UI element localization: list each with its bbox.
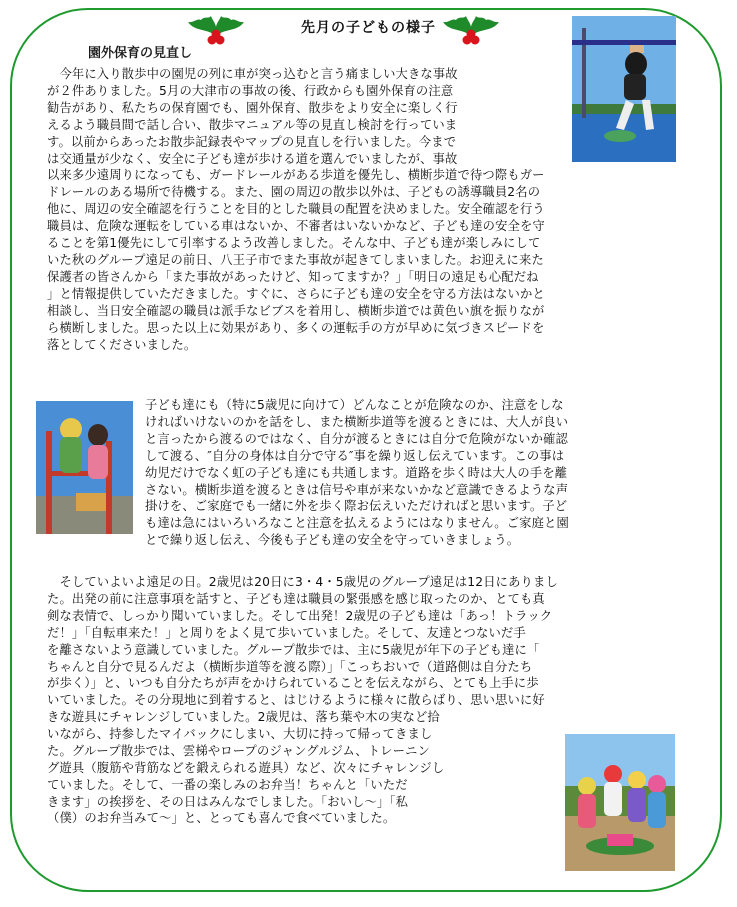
paragraph-4: きな遊具にチャレンジしていました。2歳児は、落ち葉や木の実など拾 いながら、持参したマイバックにしまい、大切に持って帰ってきまし た。グループ散歩では、雲梯やロープのジャングルジム、トレーニン グ遊具（腹筋や背筋などを鍛えられる遊具）など、次々にチャレンジし ていました。そして、一番の楽しみのお弁当！ちゃんと「いただ きます」の挨拶を、その日はみんなでしました。「おいし～」「私 （僕）のお弁当みて～」と、とっても喜んで食べていました。 [47,710,445,826]
photo-monkey-bars [572,16,676,162]
paragraph-1: 今年に入り散歩中の園児の列に車が突っ込むと言う痛ましい大きな事故 が２件ありました。5月の大津市の事故の後、行政からも園外保育の注意 勧告があり、私たちの保育園でも、園外保育、散歩をより安全に楽しく行 えるよう職員間で話し合い、散歩マニュアル等の見直し検討を行っていま す。以前からあったお散歩記録表やマップの見直しを行いました。今まで は交通量が少なく、安全に子ども達が歩ける道を選んでいましたが、事故 以来多少遠周りになっても、ガードレールがある歩道を優先し、横断歩道で待つ際もガー ドレールのある場所で待機する。また、園の周辺の散歩以外は、子どもの誘導職員2名の 他に、周辺の安全確認を行うことを目的とした職員の配置を決めました。安全確認を行う 職員は、危険な運転をしている車はないか、不審者はいないかなど、子ども達の安全を守 ることを第1優先にして引率するよう改善しました。そんな中、子ども達が楽しみにして いた秋のグループ遠足の前日、八王子市でまた事故が起きてしまいました。お迎えに来た 保護者の皆さんから「また事故があったけど、知ってますか？」「明日の遠足も心配だね 」と情報提供していただきました。すぐに、さらに子ども達の安全を守る方法はないかと 相談し、当日安全確認の職員は派手なビブスを着用し、横断歩道では黄色い旗を振りなが ら横断しました。思った以上に効果があり、多くの運転手の方が早めに気づきスピードを 落としてくださいました。 [47,67,545,352]
paragraph-2: 子ども達にも（特に5歳児に向けて）どんなことが危険なのか、注意をしな ければいけないのかを話をし、また横断歩道等を渡るときには、大人が良い と言ったから渡るのではなく、自分が渡るときには自分で危険がないか確認 して渡る、″自分の身体は自分で守る″事を繰り返し伝えています。この事は 幼児だけでなく虹の子ども達にも共通します。道路を歩く時は大人の手を離 さない。横断歩道を渡るときは信号や車が来ないかなど意識できるような声 掛けを、ご家庭でも一緒に外を歩く際お伝えいただければと思います。子ど も達は急にはいろいろなこと注意を払えるようにはなりません。ご家庭と園 とで繰り返し伝え、今後も子ども達の安全を守っていきましょう。 [145,398,569,548]
section-heading: 園外保育の見直し [88,46,193,61]
photo-climbing-frame [36,401,133,534]
page-title: 先月の子どもの様子 [301,20,436,36]
paragraph-3: そしていよいよ遠足の日。2歳児は20日に3・4・5歳児のグループ遠足は12日にありまし た。出発の前に注意事項を話すと、子ども達は職員の緊張感を感じ取ったのか、とても真 剣な表情で、しっかり聞いていました。そして出発！2歳児の子ども達は「あっ！トラック だ！」「自転車来た！」と周りをよく見て歩いていました。そして、友達とつないだ手 を離さないよう意識していました。グループ散歩では、主に5歳児が年下の子ども達に「 ちゃんと自分で見るんだよ（横断歩道等を渡る際）」「こっちおいで（道路側は自分たち が歩く）」と、いつも自分たちが声をかけられていることを伝えながら、とても上手に歩 いていました。その分現地に到着すると、はじけるように様々に散らばり、思い思いに好 [47,575,558,708]
photo-group-children [565,734,675,871]
